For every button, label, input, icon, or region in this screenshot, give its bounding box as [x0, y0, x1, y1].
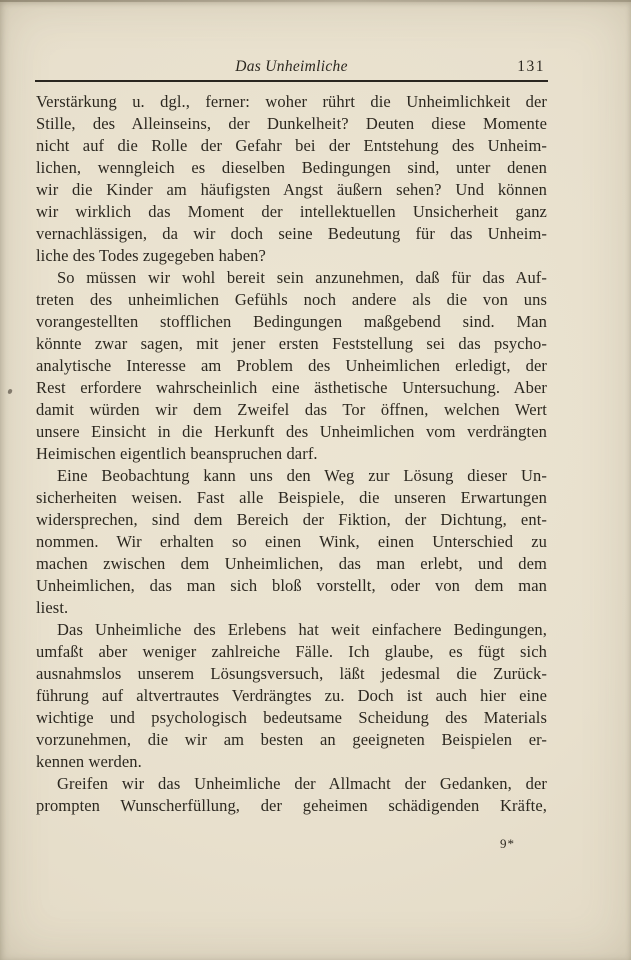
- text-line: könnte zwar sagen, mit jener ersten Feststellung sei das psycho-: [36, 334, 547, 353]
- text-line: umfaßt aber weniger zahlreiche Fälle. Ich glaube, es fügt sich: [36, 642, 547, 661]
- text-line: unsere Einsicht in die Herkunft des Unheimlichen vom verdrängten: [36, 422, 547, 441]
- paragraph-3: [36, 465, 547, 619]
- text-line: nommen. Wir erhalten so einen Wink, einen Unterschied zu: [36, 532, 547, 551]
- text-line: führung auf altvertrautes Verdrängtes zu. Doch ist auch hier eine: [36, 686, 547, 705]
- text-line: vorangestellten stofflichen Bedingungen maßgebend sind. Man: [36, 312, 547, 331]
- text-line: vorzunehmen, die wir am besten an geeigneten Beispielen er-: [36, 730, 547, 749]
- page-number: 131: [517, 58, 545, 75]
- text-line: widersprechen, sind dem Bereich der Fiktion, der Dichtung, ent-: [36, 510, 547, 529]
- text-line: Verstärkung u. dgl., ferner: woher rührt die Unheimlichkeit der: [36, 92, 547, 111]
- text-line: Heimischen eigentlich beanspruchen darf.: [36, 444, 318, 463]
- paragraph-4: [36, 619, 547, 773]
- text-line: damit würden wir dem Zweifel das Tor öffnen, welchen Wert: [36, 400, 547, 419]
- text-line: wir die Kinder am häufigsten Angst äußern sehen? Und können: [36, 180, 547, 199]
- page-header: [36, 58, 547, 80]
- text-line: Unheimlichen, das man sich bloß vorstellt, oder von dem man: [36, 576, 547, 595]
- text-line: Rest erfordere wahrscheinlich eine ästhetische Untersuchung. Aber: [36, 378, 547, 397]
- ink-speck: [7, 389, 12, 395]
- text-line: analytische Interesse am Problem des Unheimlichen erledigt, der: [36, 356, 547, 375]
- scan-edge-shadow: [0, 0, 631, 2]
- text-line: treten des unheimlichen Gefühls noch andere als die von uns: [36, 290, 547, 309]
- text-line: nicht auf die Rolle der Gefahr bei der Entstehung des Unheim-: [36, 136, 547, 155]
- text-line: Das Unheimliche des Erlebens hat weit einfachere Bedingungen,: [57, 620, 547, 639]
- paragraph-2: [36, 267, 547, 465]
- text-line: kennen werden.: [36, 752, 142, 771]
- paragraph-1: [36, 91, 547, 267]
- text-line: sicherheiten weisen. Fast alle Beispiele, die unseren Erwartungen: [36, 488, 547, 507]
- text-line: machen zwischen dem Unheimlichen, das man erlebt, und dem: [36, 554, 547, 573]
- header-rule: [35, 80, 548, 82]
- text-line: Eine Beobachtung kann uns den Weg zur Lösung dieser Un-: [57, 466, 547, 485]
- text-line: liche des Todes zugegeben haben?: [36, 246, 266, 265]
- text-line: wichtige und psychologisch bedeutsame Scheidung des Materials: [36, 708, 547, 727]
- body-text: [36, 91, 547, 817]
- running-title: Das Unheimliche: [235, 58, 348, 75]
- text-line: Stille, des Alleinseins, der Dunkelheit? Deuten diese Momente: [36, 114, 547, 133]
- paragraph-5: [36, 773, 547, 817]
- text-line: Greifen wir das Unheimliche der Allmacht der Gedanken, der: [57, 774, 547, 793]
- text-line: prompten Wunscherfüllung, der geheimen schädigenden Kräfte,: [36, 796, 547, 815]
- text-line: wir wirklich das Moment der intellektuellen Unsicherheit ganz: [36, 202, 547, 221]
- text-line: lichen, wenngleich es dieselben Bedingungen sind, unter denen: [36, 158, 547, 177]
- text-line: liest.: [36, 598, 69, 617]
- signature-mark: 9*: [500, 836, 515, 851]
- text-line: vernachlässigen, da wir doch seine Bedeutung für das Unheim-: [36, 224, 547, 243]
- text-line: ausnahmslos unserem Lösungsversuch, läßt jedesmal die Zurück-: [36, 664, 547, 683]
- text-line: So müssen wir wohl bereit sein anzunehmen, daß für das Auf-: [57, 268, 547, 287]
